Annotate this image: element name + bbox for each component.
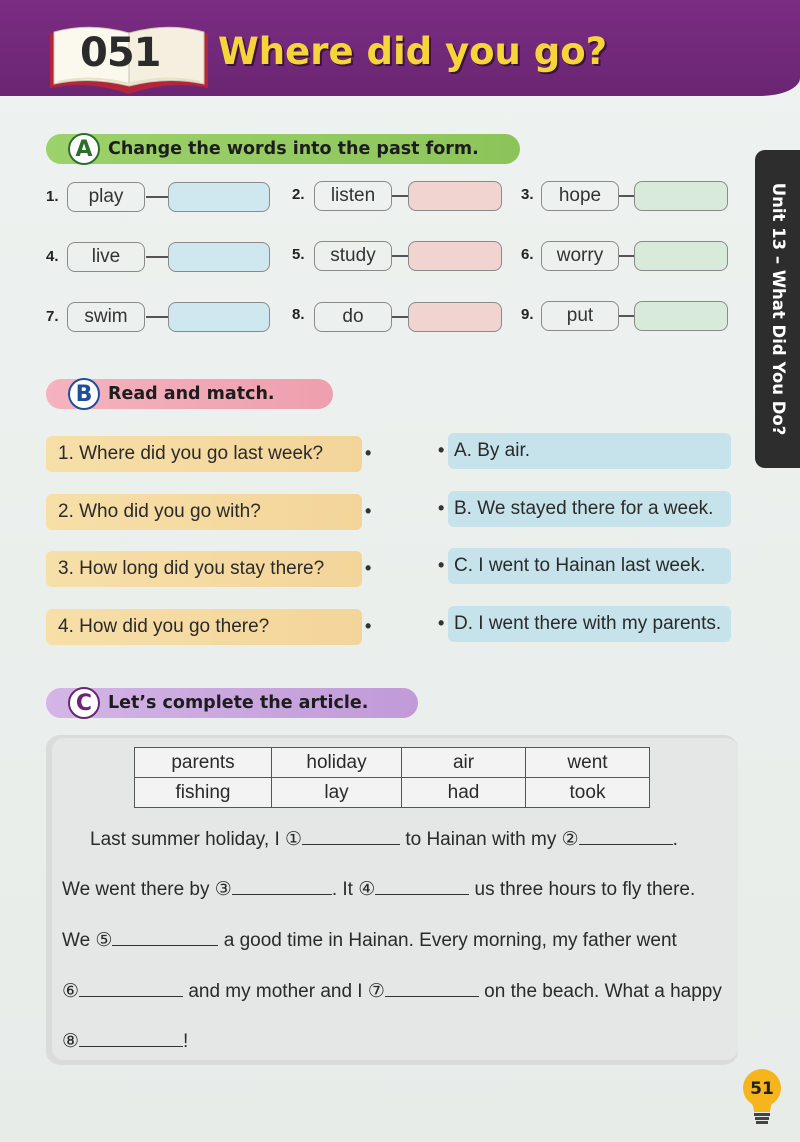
article-text: on the beach. What a happy [478, 981, 722, 1002]
article-text: ⑧ [62, 1031, 80, 1052]
section-b-letter: B [68, 378, 100, 410]
connector-line [146, 196, 168, 198]
blank-7[interactable] [385, 981, 479, 997]
item-number: 3. [521, 186, 534, 203]
answer-field[interactable] [634, 181, 728, 211]
article-line-4 [62, 980, 722, 1003]
answer-field[interactable] [408, 241, 502, 271]
section-c-instruction: Let’s complete the article. [108, 693, 369, 713]
section-b-instruction: Read and match. [108, 384, 275, 404]
match-answer-d: D. I went there with my parents. [448, 606, 731, 642]
section-c-letter: C [68, 687, 100, 719]
answer-field[interactable] [168, 242, 270, 272]
table-row [135, 748, 650, 778]
match-dot-right[interactable]: • [438, 440, 445, 460]
word-bank-cell: fishing [135, 778, 272, 808]
item-number: 8. [292, 306, 305, 323]
word-bank-cell: took [526, 778, 650, 808]
match-dot-right[interactable]: • [438, 613, 445, 633]
word-box: do [314, 302, 392, 332]
word-box: play [67, 182, 145, 212]
match-question-1: 1. Where did you go last week? [46, 436, 362, 472]
blank-4[interactable] [375, 879, 469, 895]
answer-field[interactable] [408, 302, 502, 332]
article-text: us three hours to fly there. [469, 879, 696, 900]
article-text: a good time in Hainan. Every morning, my father went [218, 930, 677, 951]
item-number: 9. [521, 306, 534, 323]
match-answer-a: A. By air. [448, 433, 731, 469]
article-line-3 [62, 929, 677, 952]
match-question-4: 4. How did you go there? [46, 609, 362, 645]
word-bank-cell: lay [272, 778, 402, 808]
blank-2[interactable] [579, 829, 673, 845]
item-number: 4. [46, 248, 59, 265]
article-text: to Hainan with my ② [400, 829, 579, 850]
item-number: 7. [46, 308, 59, 325]
word-box: put [541, 301, 619, 331]
article-text: and my mother and I ⑦ [183, 981, 385, 1002]
blank-1[interactable] [302, 829, 400, 845]
word-bank-cell: holiday [272, 748, 402, 778]
word-bank-cell: went [526, 748, 650, 778]
page-title: Where did you go? [218, 30, 608, 73]
article-text: Last summer holiday, I ① [90, 829, 303, 850]
answer-field[interactable] [168, 302, 270, 332]
section-c-header [46, 688, 418, 718]
article-text: ! [183, 1031, 189, 1052]
section-b-header [46, 379, 333, 409]
article-line-5 [62, 1030, 188, 1053]
article-text: . It ④ [331, 879, 376, 900]
item-number: 6. [521, 246, 534, 263]
word-box: worry [541, 241, 619, 271]
word-bank-cell: air [402, 748, 526, 778]
article-text: ⑥ [62, 981, 80, 1002]
word-bank-cell: parents [135, 748, 272, 778]
word-box: listen [314, 181, 392, 211]
table-row [135, 778, 650, 808]
section-a-instruction: Change the words into the past form. [108, 139, 479, 159]
match-dot-left[interactable]: • [365, 616, 372, 636]
match-question-2: 2. Who did you go with? [46, 494, 362, 530]
match-dot-left[interactable]: • [365, 443, 372, 463]
connector-line [146, 316, 168, 318]
article-line-1 [90, 828, 678, 851]
blank-8[interactable] [79, 1031, 183, 1047]
item-number: 2. [292, 186, 305, 203]
match-dot-right[interactable]: • [438, 498, 445, 518]
answer-field[interactable] [634, 301, 728, 331]
page-number: 51 [750, 1079, 774, 1099]
blank-3[interactable] [232, 879, 332, 895]
unit-side-tab-label: Unit 13 – What Did You Do? [769, 182, 788, 436]
section-a-header [46, 134, 520, 164]
item-number: 1. [46, 188, 59, 205]
blank-6[interactable] [79, 981, 183, 997]
match-answer-c: C. I went to Hainan last week. [448, 548, 731, 584]
match-dot-right[interactable]: • [438, 555, 445, 575]
word-box: live [67, 242, 145, 272]
blank-5[interactable] [112, 930, 218, 946]
word-bank-cell: had [402, 778, 526, 808]
match-answer-b: B. We stayed there for a week. [448, 491, 731, 527]
answer-field[interactable] [634, 241, 728, 271]
word-box: swim [67, 302, 145, 332]
match-question-3: 3. How long did you stay there? [46, 551, 362, 587]
lesson-number: 051 [80, 30, 161, 76]
match-dot-left[interactable]: • [365, 558, 372, 578]
word-box: hope [541, 181, 619, 211]
answer-field[interactable] [408, 181, 502, 211]
item-number: 5. [292, 246, 305, 263]
article-line-2 [62, 878, 695, 901]
article-text: We ⑤ [62, 930, 113, 951]
connector-line [146, 256, 168, 258]
match-dot-left[interactable]: • [365, 501, 372, 521]
article-text: We went there by ③ [62, 879, 232, 900]
answer-field[interactable] [168, 182, 270, 212]
word-box: study [314, 241, 392, 271]
word-bank-table [134, 747, 650, 808]
article-text: . [672, 829, 678, 850]
section-a-letter: A [68, 133, 100, 165]
